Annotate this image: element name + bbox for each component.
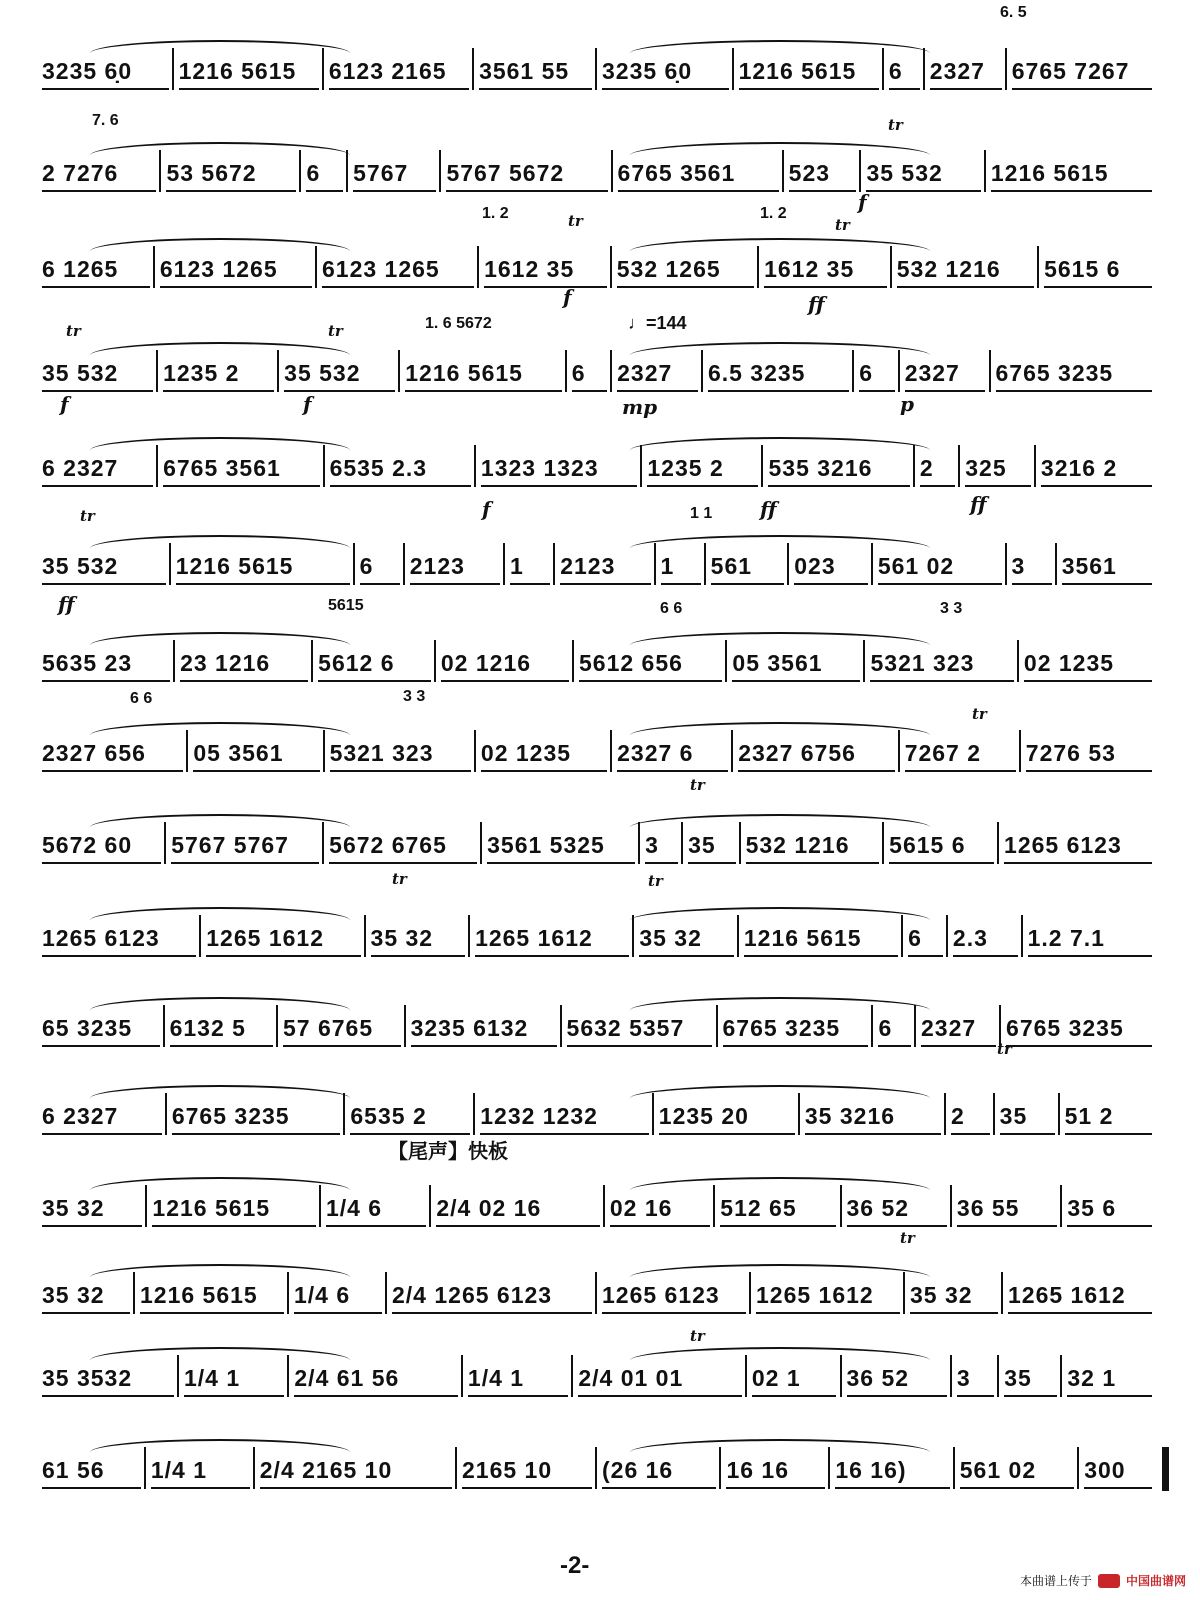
measure: 1/4 1 — [184, 1361, 284, 1397]
trill-mark: tr — [997, 1040, 1012, 1058]
bar-line — [944, 1093, 946, 1135]
measure: 02 1235 — [481, 736, 607, 772]
bar-line — [1021, 915, 1023, 957]
score-system — [30, 140, 1175, 196]
measure: 532 1216 — [746, 828, 880, 864]
measure: 35 32 — [910, 1278, 998, 1314]
measure: 6765 3235 — [996, 356, 1152, 392]
measure: 2123 — [410, 549, 500, 585]
measure: 1265 1612 — [206, 921, 360, 957]
bar-line — [1055, 543, 1057, 585]
score-system — [30, 38, 1175, 94]
measure: 6 2327 — [42, 451, 153, 487]
measure: 35 3216 — [805, 1099, 941, 1135]
bar-line — [1017, 640, 1019, 682]
bar-line — [984, 150, 986, 192]
measure: 535 3216 — [768, 451, 909, 487]
measure: 023 — [794, 549, 868, 585]
page-number: -2- — [560, 1552, 590, 1579]
measure: 5632 5357 — [567, 1011, 713, 1047]
measure: 57 6765 — [283, 1011, 401, 1047]
measure: 5672 6765 — [329, 828, 477, 864]
slur — [90, 907, 350, 923]
volta-mark: 5615 — [328, 597, 364, 614]
dynamic-f: f — [563, 285, 572, 309]
score-system — [30, 1083, 1175, 1139]
measure: 6 — [908, 921, 943, 957]
slur — [630, 535, 930, 551]
measure: 1/4 6 — [326, 1191, 426, 1227]
slur — [90, 1439, 350, 1455]
measure: 36 52 — [847, 1191, 947, 1227]
bar-line — [404, 1005, 406, 1047]
measure: 5321 323 — [870, 646, 1013, 682]
measure: 35 32 — [42, 1278, 130, 1314]
measure: 35 532 — [42, 356, 153, 392]
volta-mark: 6 6 — [660, 600, 683, 617]
bar-line — [603, 1185, 605, 1227]
slur — [90, 437, 350, 453]
measure: 36 55 — [957, 1191, 1057, 1227]
site-logo-icon — [1098, 1574, 1120, 1588]
dynamic-f: f — [482, 497, 491, 521]
measure: 1265 6123 — [1004, 828, 1152, 864]
bar-line — [565, 350, 567, 392]
measure: 35 32 — [371, 921, 466, 957]
bar-line — [1001, 1272, 1003, 1314]
measure: 35 3532 — [42, 1361, 174, 1397]
trill-mark: tr — [690, 1327, 705, 1345]
measure: 35 6 — [1067, 1191, 1152, 1227]
slur — [630, 1177, 930, 1193]
volta-mark: 6. 5 — [1000, 4, 1027, 21]
slur — [630, 342, 930, 358]
measure: 6 — [859, 356, 894, 392]
measure: 6132 5 — [170, 1011, 273, 1047]
bar-line — [364, 915, 366, 957]
trill-mark: tr — [328, 322, 343, 340]
bar-line — [472, 48, 474, 90]
bar-line — [1060, 1355, 1062, 1397]
trill-mark: tr — [80, 507, 95, 525]
measure: 1216 5615 — [744, 921, 898, 957]
bar-line — [610, 730, 612, 772]
trill-mark: tr — [568, 212, 583, 230]
footer — [1020, 1572, 1186, 1589]
bar-line — [553, 543, 555, 585]
measure: 5615 6 — [1044, 252, 1152, 288]
measure: 2 7276 — [42, 156, 156, 192]
measure: 1265 6123 — [42, 921, 196, 957]
measure: 5615 6 — [889, 828, 994, 864]
measure: 02 16 — [610, 1191, 710, 1227]
measure: 35 532 — [42, 549, 166, 585]
bar-line — [385, 1272, 387, 1314]
measure: 5767 5672 — [446, 156, 607, 192]
measure: 3561 — [1062, 549, 1152, 585]
measure: 2.3 — [953, 921, 1018, 957]
measure: 05 3561 — [193, 736, 319, 772]
measure: 2165 10 — [462, 1453, 592, 1489]
measure: 2/4 02 16 — [436, 1191, 600, 1227]
measure: 2 — [951, 1099, 990, 1135]
measure: 6535 2.3 — [330, 451, 471, 487]
measure: 3235 6̣0 — [42, 54, 169, 90]
bar-line — [572, 640, 574, 682]
slur — [90, 1085, 350, 1101]
measure: 6765 3561 — [163, 451, 319, 487]
bar-line — [1005, 543, 1007, 585]
trill-mark: tr — [690, 776, 705, 794]
measure: 2/4 61 56 — [294, 1361, 458, 1397]
bar-line — [993, 1093, 995, 1135]
measure: 1265 6123 — [602, 1278, 746, 1314]
measure: 2327 — [930, 54, 1002, 90]
bar-line — [503, 543, 505, 585]
measure: 35 532 — [284, 356, 395, 392]
measure: 6123 1265 — [322, 252, 474, 288]
dynamic-ff: ff — [808, 292, 825, 316]
slur — [630, 1439, 930, 1455]
slur — [90, 1177, 350, 1193]
measure: 35 32 — [639, 921, 734, 957]
measure: 23 1216 — [180, 646, 308, 682]
bar-line — [461, 1355, 463, 1397]
slur — [630, 40, 930, 56]
measure: 6765 7267 — [1012, 54, 1152, 90]
slur — [630, 1264, 930, 1280]
bar-line — [1019, 730, 1021, 772]
measure: 16 16 — [726, 1453, 825, 1489]
bar-line — [480, 822, 482, 864]
measure: 36 52 — [847, 1361, 947, 1397]
slur — [630, 814, 930, 830]
trill-mark: tr — [392, 870, 407, 888]
measure: 3561 55 — [479, 54, 592, 90]
measure: 3 — [1012, 549, 1052, 585]
slur — [630, 1085, 930, 1101]
bar-line — [398, 350, 400, 392]
measure: 2 — [920, 451, 955, 487]
footer-text: 本曲谱上传于 — [1019, 1574, 1092, 1588]
measure: 5767 5767 — [171, 828, 319, 864]
measure: 35 — [1000, 1099, 1055, 1135]
trill-mark: tr — [900, 1229, 915, 1247]
measure: 16 16) — [835, 1453, 949, 1489]
bar-line — [474, 730, 476, 772]
measure: 1235 20 — [659, 1099, 795, 1135]
measure: 2/4 1265 6123 — [392, 1278, 592, 1314]
bar-line — [473, 1093, 475, 1135]
bar-line — [1005, 48, 1007, 90]
slur — [630, 632, 930, 648]
slur — [630, 997, 930, 1013]
measure: 1323 1323 — [481, 451, 637, 487]
bar-line — [455, 1447, 457, 1489]
measure: 1/4 1 — [468, 1361, 568, 1397]
measure: 02 1235 — [1024, 646, 1152, 682]
measure: (26 16 — [602, 1453, 716, 1489]
measure: 6 2327 — [42, 1099, 162, 1135]
slur — [630, 142, 930, 158]
slur — [90, 632, 350, 648]
slur — [90, 997, 350, 1013]
final-bar-line — [1162, 1447, 1169, 1491]
measure: 35 — [1004, 1361, 1057, 1397]
measure: 6123 2165 — [329, 54, 469, 90]
trill-mark: tr — [648, 872, 663, 890]
measure: 2327 656 — [42, 736, 183, 772]
dynamic-p: p — [900, 392, 914, 416]
measure: 5672 60 — [42, 828, 161, 864]
bar-line — [610, 246, 612, 288]
slur — [90, 814, 350, 830]
measure: 2/4 01 01 — [578, 1361, 742, 1397]
bar-line — [1058, 1093, 1060, 1135]
measure: 532 1265 — [617, 252, 754, 288]
measure: 532 1216 — [897, 252, 1034, 288]
measure: 5612 6 — [318, 646, 431, 682]
measure: 300 — [1084, 1453, 1152, 1489]
measure: 7267 2 — [905, 736, 1016, 772]
measure: 6765 3235 — [172, 1099, 341, 1135]
bar-line — [474, 445, 476, 487]
score-system — [30, 720, 1175, 776]
measure: 2123 — [560, 549, 650, 585]
measure: 1216 5615 — [140, 1278, 284, 1314]
tempo-mark: ♩=144 — [628, 313, 687, 333]
dynamic-ff: ff — [58, 592, 75, 616]
measure: 561 02 — [878, 549, 1002, 585]
measure: 6 — [360, 549, 400, 585]
measure: 6765 3561 — [618, 156, 779, 192]
measure: 61 56 — [42, 1453, 141, 1489]
trill-mark: tr — [972, 705, 987, 723]
bar-line — [997, 822, 999, 864]
measure: 5321 323 — [330, 736, 471, 772]
bar-line — [989, 350, 991, 392]
measure: 1265 1612 — [475, 921, 629, 957]
dynamic-f: f — [858, 190, 867, 214]
measure: 05 3561 — [732, 646, 860, 682]
measure: 1 — [661, 549, 701, 585]
slur — [90, 142, 350, 158]
score-system — [30, 812, 1175, 868]
measure: 5635 23 — [42, 646, 170, 682]
measure: 3 — [957, 1361, 994, 1397]
measure: 6 — [889, 54, 920, 90]
measure: 3216 2 — [1041, 451, 1152, 487]
volta-mark: 3 3 — [403, 688, 426, 705]
measure: 2327 — [617, 356, 698, 392]
measure: 325 — [965, 451, 1031, 487]
slur — [90, 342, 350, 358]
trill-mark: tr — [888, 116, 903, 134]
measure: 2327 — [921, 1011, 996, 1047]
score-system — [30, 905, 1175, 961]
bar-line — [950, 1355, 952, 1397]
measure: 6 — [306, 156, 343, 192]
measure: 35 — [688, 828, 735, 864]
volta-mark: 1. 2 — [760, 205, 787, 222]
bar-line — [571, 1355, 573, 1397]
measure: 6765 3235 — [1006, 1011, 1152, 1047]
score-system — [30, 1262, 1175, 1318]
measure: 2/4 2165 10 — [260, 1453, 452, 1489]
measure: 1.2 7.1 — [1028, 921, 1152, 957]
dynamic-mp: mp — [622, 395, 658, 419]
bar-line — [610, 350, 612, 392]
measure: 7276 53 — [1026, 736, 1152, 772]
slur — [630, 238, 930, 254]
score-system — [30, 1437, 1175, 1493]
measure: 1 — [510, 549, 550, 585]
measure: 1265 1612 — [756, 1278, 900, 1314]
bar-line — [1077, 1447, 1079, 1489]
slur — [630, 437, 930, 453]
dynamic-f: f — [303, 392, 312, 416]
measure: 561 — [711, 549, 785, 585]
slur — [90, 1347, 350, 1363]
measure: 2327 6 — [617, 736, 728, 772]
measure: 1612 35 — [764, 252, 887, 288]
measure: 2327 — [905, 356, 986, 392]
score-system — [30, 533, 1175, 589]
slur — [630, 907, 930, 923]
score-system — [30, 435, 1175, 491]
measure: 2327 6756 — [738, 736, 894, 772]
measure: 1216 5615 — [739, 54, 879, 90]
volta-mark: 1. 2 — [482, 205, 509, 222]
measure: 1265 1612 — [1008, 1278, 1152, 1314]
measure: 1612 35 — [484, 252, 607, 288]
volta-mark: 1. 6 5672 — [425, 315, 492, 332]
measure: 1216 5615 — [991, 156, 1152, 192]
slur — [90, 238, 350, 254]
measure: 1216 5615 — [176, 549, 350, 585]
bar-line — [946, 915, 948, 957]
bar-line — [595, 1447, 597, 1489]
measure: 6.5 3235 — [708, 356, 849, 392]
measure: 1232 1232 — [480, 1099, 649, 1135]
measure: 6765 3235 — [723, 1011, 869, 1047]
bar-line — [429, 1185, 431, 1227]
measure: 35 532 — [866, 156, 980, 192]
bar-line — [468, 915, 470, 957]
volta-mark: 3 3 — [940, 600, 963, 617]
slur — [90, 535, 350, 551]
measure: 3561 5325 — [487, 828, 635, 864]
measure: 561 02 — [960, 1453, 1074, 1489]
measure: 6 1265 — [42, 252, 150, 288]
slur — [90, 722, 350, 738]
measure: 6535 2 — [350, 1099, 470, 1135]
bar-line — [595, 48, 597, 90]
measure: 3235 6132 — [411, 1011, 557, 1047]
bar-line — [950, 1185, 952, 1227]
bar-line — [560, 1005, 562, 1047]
score-system — [30, 1345, 1175, 1401]
score-system — [30, 340, 1175, 396]
dynamic-f: f — [60, 392, 69, 416]
measure: 512 65 — [720, 1191, 836, 1227]
volta-mark: 7. 6 — [92, 112, 119, 129]
trill-mark: tr — [66, 322, 81, 340]
score-system — [30, 1175, 1175, 1231]
measure: 6 — [878, 1011, 911, 1047]
bar-line — [434, 640, 436, 682]
bar-line — [1060, 1185, 1062, 1227]
measure: 1/4 6 — [294, 1278, 382, 1314]
bar-line — [595, 1272, 597, 1314]
measure: 51 2 — [1065, 1099, 1152, 1135]
bar-line — [439, 150, 441, 192]
measure: 53 5672 — [166, 156, 296, 192]
bar-line — [997, 1355, 999, 1397]
measure: 5612 656 — [579, 646, 722, 682]
slur — [90, 40, 350, 56]
score-system — [30, 236, 1175, 292]
bar-line — [958, 445, 960, 487]
measure: 3 — [645, 828, 678, 864]
volta-mark: 1 1 — [690, 505, 713, 522]
bar-line — [1034, 445, 1036, 487]
measure: 5767 — [353, 156, 436, 192]
measure: 6123 1265 — [160, 252, 312, 288]
measure: 523 — [789, 156, 857, 192]
measure: 1235 2 — [647, 451, 758, 487]
measure: 1216 5615 — [152, 1191, 316, 1227]
measure: 35 32 — [42, 1191, 142, 1227]
measure: 6 — [572, 356, 607, 392]
section-label: 【尾声】快板 — [388, 1139, 508, 1163]
slur — [630, 722, 930, 738]
bar-line — [953, 1447, 955, 1489]
measure: 1/4 1 — [151, 1453, 250, 1489]
measure: 02 1216 — [441, 646, 569, 682]
measure: 1216 5615 — [405, 356, 561, 392]
trill-mark: tr — [835, 216, 850, 234]
measure: 1216 5615 — [179, 54, 319, 90]
slur — [90, 1264, 350, 1280]
measure: 32 1 — [1067, 1361, 1152, 1397]
score-system — [30, 630, 1175, 686]
measure: 02 1 — [752, 1361, 837, 1397]
bar-line — [1037, 246, 1039, 288]
volta-mark: 6 6 — [130, 690, 153, 707]
bar-line — [403, 543, 405, 585]
bar-line — [353, 543, 355, 585]
dynamic-ff: ff — [760, 497, 777, 521]
slur — [630, 1347, 930, 1363]
measure: 65 3235 — [42, 1011, 160, 1047]
bar-line — [477, 246, 479, 288]
site-name: 中国曲谱网 — [1125, 1574, 1186, 1588]
dynamic-ff: ff — [970, 492, 987, 516]
bar-line — [611, 150, 613, 192]
measure: 1235 2 — [163, 356, 274, 392]
measure: 3235 6̣0 — [602, 54, 729, 90]
